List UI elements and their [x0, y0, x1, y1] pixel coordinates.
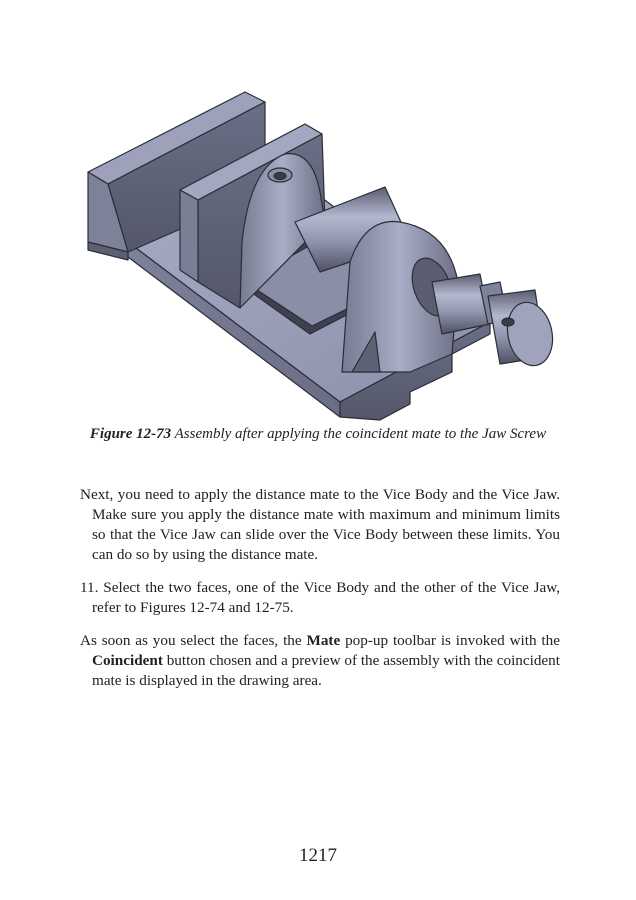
figure-label: Figure 12-73 — [89, 426, 172, 442]
coincident-term: Coincident — [92, 652, 163, 669]
mate-term: Mate — [306, 632, 341, 649]
page-number: 1217 — [299, 845, 337, 866]
figure-caption — [86, 424, 550, 444]
figure-caption-text: Assembly after applying the coincident mate to the Jaw Screw — [174, 426, 547, 442]
step-11-paragraph: 11. Select the two faces, one of the Vice Body and the other of the Vice Jaw, refer to Figures 12-74 and 12-75. — [80, 579, 560, 616]
p3-text-2: pop-up toolbar is invoked with the — [340, 632, 560, 649]
paragraph-distance-mate: Next, you need to apply the distance mate to the Vice Body and the Vice Jaw. Make sure you apply the distance mate with maximum and minimum limits so that the Vice Jaw can slide over the Vice Body between these limits. You can do so by using the distance mate. — [80, 486, 560, 563]
vice-assembly-figure — [80, 72, 560, 424]
p3-text-1: As soon as you select the faces, the — [80, 632, 307, 649]
p3-text-3: button chosen and a preview of the assembly with the coincident mate is displayed in the drawing area. — [92, 652, 560, 689]
vice-assembly-illustration — [80, 72, 560, 424]
paragraph-mate-toolbar — [80, 631, 560, 691]
